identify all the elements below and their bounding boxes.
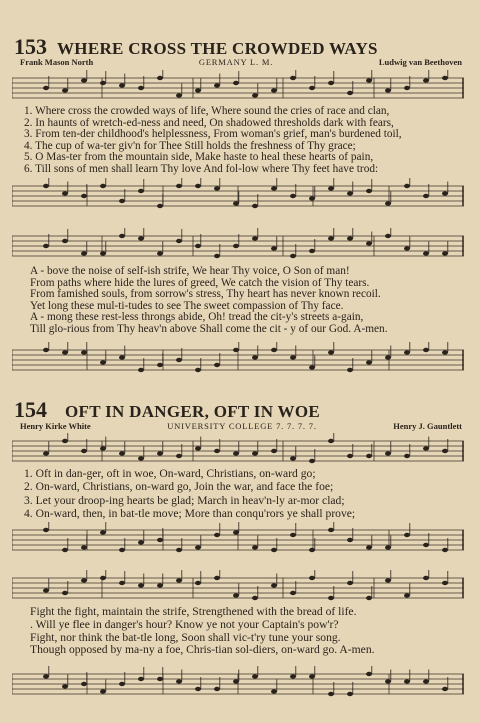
hymn-153-continuation: [30, 266, 466, 336]
music-staff-treble: [12, 570, 464, 606]
music-staff-bass: [12, 342, 464, 378]
verse-line: 6. Till sons of men shall learn Thy love And fol-low where Thy feet have trod:: [24, 163, 379, 175]
verse-line: 1. Where cross the crowded ways of life, Where sound the cries of race and clan,: [24, 106, 390, 117]
verse-line: Fight the fight, maintain the strife, Strengthened with the bread of life.: [30, 606, 357, 618]
verse-line: Yet long these mul-ti-tudes to see The sweet compassion of Thy face.: [30, 300, 344, 312]
verse-line: 4. The cup of wa-ter giv'n for Thee Still holds the freshness of Thy grace;: [24, 140, 356, 152]
composer: Henry J. Gauntlett: [393, 421, 462, 431]
music-staff-treble: [12, 70, 464, 106]
verse-line: 3. Let your droop-ing hearts be glad; March in heav'n-ly ar-mor clad;: [24, 493, 345, 507]
verse-line: 3. From ten-der childhood's helplessness, From woman's grief, man's burdened toil,: [24, 129, 402, 141]
tune-name: UNIVERSITY COLLEGE 7. 7. 7. 7.: [167, 421, 317, 431]
music-staff-bass: [12, 666, 464, 702]
music-staff-treble: [12, 433, 464, 469]
composer: Ludwig van Beethoven: [378, 57, 462, 67]
hymn-154-verses: [24, 467, 466, 521]
hymn-153-verses: [24, 106, 466, 176]
hymn-154-credits: [20, 421, 462, 431]
verse-line: 5. O Mas-ter from the mountain side, Make haste to heal these hearts of pain,: [24, 152, 374, 164]
hymn-number: 154: [14, 397, 47, 422]
hymn-number: 153: [14, 34, 47, 59]
verse-line: 2. On-ward, Christians, on-ward go, Join the war, and face the foe;: [24, 480, 334, 494]
verse-line: 4. On-ward, then, in bat-tle move; More than conqu'rors ye shall prove;: [24, 507, 356, 521]
music-staff-treble: [12, 228, 464, 264]
verse-line: 2. In haunts of wretch-ed-ness and need, On shadowed thresholds dark with fears,: [24, 117, 394, 129]
verse-line: . Will ye flee in danger's hour? Know ye not your Captain's pow'r?: [30, 618, 339, 631]
hymn-title: WHERE CROSS THE CROWDED WAYS: [57, 39, 378, 58]
verse-line: Though opposed by ma-ny a foe, Chris-tian sol-diers, on-ward go. A-men.: [30, 644, 375, 657]
verse-line: From famished souls, from sorrow's stress, Thy heart has never known recoil.: [30, 289, 381, 301]
author: Frank Mason North: [20, 57, 94, 67]
music-staff-bass: [12, 522, 464, 558]
verse-line: Till glo-rious from Thy heav'n above Shall come the cit - y of our God. A-men.: [30, 323, 388, 335]
verse-line: A - bove the noise of self-ish strife, We hear Thy voice, O Son of man!: [30, 266, 350, 277]
hymn-154-header: [14, 397, 470, 423]
tune-name: GERMANY L. M.: [198, 57, 274, 67]
verse-line: A - mong these rest-less throngs abide, Oh! tread the cit-y's streets a-gain,: [30, 312, 364, 324]
hymn-153-credits: [20, 57, 462, 67]
verse-line: From paths where hide the lures of greed, We catch the vision of Thy tears.: [30, 277, 370, 289]
music-staff-bass: [12, 178, 464, 214]
verse-line: Fight, nor think the bat-tle long, Soon shall vic-t'ry tune your song.: [30, 631, 341, 644]
hymn-title: OFT IN DANGER, OFT IN WOE: [65, 402, 320, 421]
verse-line: 1. Oft in dan-ger, oft in woe, On-ward, Christians, on-ward go;: [24, 467, 316, 480]
author: Henry Kirke White: [20, 421, 91, 431]
hymn-154-continuation: [30, 606, 466, 657]
